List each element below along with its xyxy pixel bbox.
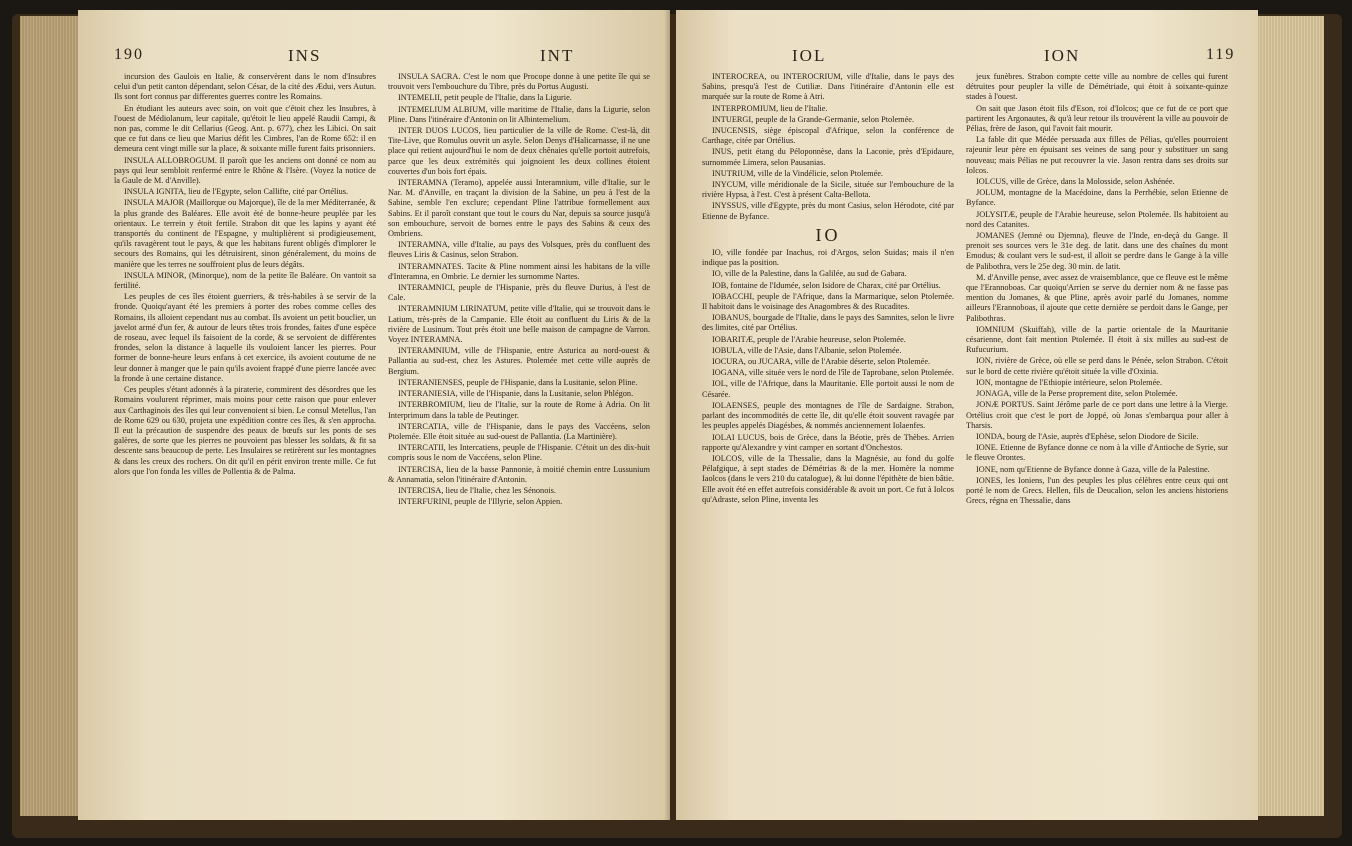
dictionary-entry: IOL, ville de l'Afrique, dans la Mauritanie. Elle portoit aussi le nom de Césarée. bbox=[702, 379, 954, 399]
dictionary-entry: INUS, petit étang du Péloponnèse, dans la Laconie, près d'Epidaure, surnommée Limera, selon Pausanias. bbox=[702, 147, 954, 167]
dictionary-entry: INTERCISA, lieu de la basse Pannonie, à moitié chemin entre Lussunium & Annamatia, selon l'itinéraire d'Antonin. bbox=[388, 464, 650, 484]
dictionary-entry: IOLAI LUCUS, bois de Grèce, dans la Béotie, près de Thèbes. Arrien rapporte qu'Alexandre y vint camper en sortant d'Onchestos. bbox=[702, 432, 954, 452]
dictionary-entry: JOMANES (Jemné ou Djemna), fleuve de l'Inde, en-deçà du Gange. Il prenoit ses sources vers le 31e deg. de latit. dans une des chaînes du mont Emodus; & coulant vers le sud-est, il alloit se perdre dans le Gange à la ville de Palibothra, vers le 25e deg. 30 min. de latit. bbox=[966, 231, 1228, 271]
dictionary-entry: INUTRIUM, ville de la Vindélicie, selon Ptolemée. bbox=[712, 168, 884, 178]
dictionary-entry: JOLUM, montagne de la Macédoine, dans la Perrhébie, selon Etienne de Byfance. bbox=[966, 188, 1228, 208]
dictionary-entry: IO, ville de la Palestine, dans la Galilée, au sud de Gabara. bbox=[712, 269, 907, 279]
dictionary-entry: INTEROCREA, ou INTEROCRIUM, ville d'Italie, dans le pays des Sabins, presqu'à l'est de Cutiliæ. Dans l'itinéraire d'Antonin elle est marquée sur la route de Rome à Atri. bbox=[702, 72, 954, 102]
dictionary-entry: INTEMELIUM ALBIUM, ville maritime de l'Italie, dans la Ligurie, selon Pline. Dans l'itinéraire d'Antonin on lit Albintemelium. bbox=[388, 104, 650, 124]
left-running-head-1: INS bbox=[288, 46, 322, 65]
dictionary-entry: IOBULA, ville de l'Asie, dans l'Albanie, selon Ptolemée. bbox=[712, 345, 902, 355]
dictionary-entry: INSULA ALLOBROGUM. Il paroît que les anciens ont donné ce nom au pays qui leur sembloit renfermé entre le Rhône & l'Isère. (Voyez la notice de la Gaule de M. d'Anville). bbox=[114, 155, 376, 186]
dictionary-entry: INSULA MAJOR (Maillorque ou Majorque), île de la mer Méditerranée, & la plus grande des Baléares. Elle avoit été de bonne-heure peuplée par les orientaux. Le terrein y étoit fertile. Strabon dit que les lapins y ayant été transportés du continent de l'Espagne, y multiplièrent si prodigieusement, qu'ils ravagèrent tout le pays, & que les habitans furent obligés d'implorer le secours des Romains, qui les détruisirent, sinon généralement, du moins de manière que les terres ne souffroient plus de leurs dégâts. bbox=[114, 198, 376, 269]
dictionary-entry: INTERAMNICI, peuple de l'Hispanie, près du fleuve Durius, à l'est de Cale. bbox=[388, 283, 650, 303]
dictionary-entry: INSULA SACRA. C'est le nom que Procope donne à une petite île qui se trouvoit vers l'embouchure du Tibre, près du Portus Augusti. bbox=[388, 72, 650, 92]
dictionary-entry: INTERAMNIUM LIRINATUM, petite ville d'Italie, qui se trouvoit dans le Latium, très-près de la Campanie. Elle étoit au confluent du Liris & de la rivière de Lusinum. Tout près étoit une belle maison de campagne de Varron. Voyez INTERAMNA. bbox=[388, 304, 650, 345]
dictionary-entry: IOBARITÆ, peuple de l'Arabie heureuse, selon Ptolemée. bbox=[712, 334, 906, 344]
dictionary-entry: INTUERGI, peuple de la Grande-Germanie, selon Ptolemée. bbox=[712, 114, 915, 124]
dictionary-entry: En étudiant les auteurs avec soin, on voit que c'étoit chez les Insubres, à l'ouest de Médiolanum, leur capitale, qu'étoit le lieu appelé Raudii Campi, & non pas, comme le dit Cellarius (Geog. Ant. p. 677), chez les Libici. On sait que ce fut dans ce lieu que Marius défit les Cimbres, l'an de Rome 652: il en demeura cent vingt mille sur la place, & soixante mille furent faits prisonniers. bbox=[114, 103, 376, 154]
dictionary-entry: INTERCATIA, ville de l'Hispanie, dans le pays des Vaccéens, selon Ptolemée. Elle étoit située au sud-ouest de Pallantia. (La Martinière). bbox=[388, 421, 650, 441]
dictionary-entry: INTERAMNATES. Tacite & Pline nomment ainsi les habitans de la ville d'Interamna, en Ombrie. Le dernier les surnomme Nartes. bbox=[388, 261, 650, 281]
dictionary-entry: jeux funèbres. Strabon compte cette ville au nombre de celles qui furent détruites pour peupler la ville de Démétriade, qui étoit à soixante-quinze stades à l'ouest. bbox=[966, 72, 1228, 102]
left-running-head-2: INT bbox=[540, 46, 575, 65]
dictionary-entry: ION, montagne de l'Ethiopie intérieure, selon Ptolemée. bbox=[976, 377, 1163, 387]
dictionary-entry: INTERPROMIUM, lieu de l'Italie. bbox=[712, 103, 828, 113]
dictionary-entry: INTERCATII, les Intercatiens, peuple de l'Hispanie. C'étoit un des dix-huit compris sous le nom de Vaccéens, selon Pline. bbox=[388, 443, 650, 463]
section-heading: IO bbox=[815, 224, 841, 245]
dictionary-entry: ION, rivière de Grèce, où elle se perd dans le Pénée, selon Strabon. C'étoit sur le bord de cette rivière qu'étoit située la ville d'Oxinia. bbox=[966, 356, 1228, 376]
left-column-2 bbox=[388, 72, 650, 508]
dictionary-entry: INTERAMNA, ville d'Italie, au pays des Volsques, près du confluent des fleuves Liris & Casinus, selon Strabon. bbox=[388, 240, 650, 260]
right-running-head-2: ION bbox=[1044, 46, 1081, 65]
dictionary-entry: INTERANIENSES, peuple de l'Hispanie, dans la Lusitanie, selon Pline. bbox=[398, 377, 638, 387]
right-page-number: 119 bbox=[1206, 46, 1236, 63]
dictionary-entry: INYSSUS, ville d'Egypte, près du mont Casius, selon Hérodote, cité par Etienne de Byfance. bbox=[702, 201, 954, 221]
dictionary-entry: IOBACCHI, peuple de l'Afrique, dans la Marmarique, selon Ptolemée. Il habitoit dans le voisinage des Anagombres & des Rucadites. bbox=[702, 291, 954, 312]
dictionary-entry: Ces peuples s'étant adonnés à la piraterie, commirent des désordres que les Romains voulurent réprimer, mais moins pour cette raison que pour enlever aux Carthaginois des îles qui leur convenoient si bien. Le consul Metellus, l'an de Rome 629 ou 630, projeta une expédition contre ces îles, & s'en approcha. Il eut la précaution de suspendre des peaux de bœufs sur les ponts de ses galères, de sorte que les pierres ne pouvoient pas blesser les soldats, & fit sa descente sans beaucoup de perte. Les Insulaires se retirèrent sur les montagnes & dans les creux des rochers. On dit qu'il en périt environ trente mille. Ce fut alors que l'on fonda les villes de Pollentia & de Palma. bbox=[114, 385, 376, 476]
left-page-edges bbox=[20, 16, 78, 816]
dictionary-entry: IONE. Etienne de Byfance donne ce nom à la ville d'Antioche de Syrie, sur le fleuve Orontes. bbox=[966, 443, 1228, 463]
dictionary-entry: IOCURA, ou JUCARA, ville de l'Arabie déserte, selon Ptolemée. bbox=[712, 357, 931, 367]
dictionary-entry: IOBANUS, bourgade de l'Italie, dans le pays des Samnites, selon le livre des limites, cité par Ortélius. bbox=[702, 313, 954, 333]
dictionary-entry: On sait que Jason étoit fils d'Eson, roi d'Iolcos; que ce fut de ce port que partirent les Argonautes, & qu'à leur retour ils trouvèrent la ville au pouvoir de Pélias, frère de Jason, qui l'avoit fait mourir. bbox=[966, 103, 1228, 134]
dictionary-entry: IOB, fontaine de l'Idumée, selon Isidore de Charax, cité par Ortélius. bbox=[712, 280, 941, 290]
dictionary-entry: INTERCISA, lieu de l'Italie, chez les Sénonois. bbox=[398, 485, 556, 495]
dictionary-entry: IOGANA, ville située vers le nord de l'île de Taprobane, selon Ptolemée. bbox=[712, 368, 954, 378]
dictionary-entry: IONE, nom qu'Etienne de Byfance donne à Gaza, ville de la Palestine. bbox=[976, 464, 1210, 474]
right-column-1 bbox=[702, 72, 954, 506]
dictionary-entry: IOLAENSES, peuple des montagnes de l'île de Sardaigne. Strabon, parlant des incommodités de cette île, dit qu'elle étoit souvent ravagée par les peuples appelés Diagésbes, & nommés anciennement Iolaenfes. bbox=[702, 400, 954, 431]
dictionary-entry: JOLYSITÆ, peuple de l'Arabie heureuse, selon Ptolemée. Ils habitoient au nord des Catanites. bbox=[966, 209, 1228, 229]
dictionary-entry: JONAGA, ville de la Perse proprement dite, selon Ptolemée. bbox=[976, 389, 1178, 399]
dictionary-entry: JONÆ PORTUS. Saint Jérôme parle de ce port dans une lettre à la Vierge. Ortélius croit que c'est le port de Joppé, où Jonas s'embarqua pour aller à Tharsis. bbox=[966, 400, 1228, 430]
right-column-2 bbox=[966, 72, 1228, 507]
dictionary-entry: Les peuples de ces îles étoient guerriers, & très-habiles à se servir de la fronde. Quoiqu'ayant été les premiers à porter des robes comme celles des Romains, ils alloient cependant nus au combat. Ils avoient un petit bouclier, un javelot armé d'un fer, & autour de leurs têtes trois frondes, faites d'une espèce de roseau, avec lequel ils faisoient de la corde, & se servoient de différentes frondes, selon la distance à laquelle ils vouloient lancer les pierres. Pour former de bonne-heure leurs enfans à cet exercice, ils avoient coutume de ne leur donner à manger que le pain qu'ils avoient frappé d'une pierre lancée avec la fronde à une certaine distance. bbox=[114, 292, 376, 383]
dictionary-entry: INTERFURINI, peuple de l'Illyrie, selon Appien. bbox=[398, 497, 563, 507]
dictionary-entry: La fable dit que Médée persuada aux filles de Pélias, qu'elles pourroient rajeunir leur père en épuisant ses veines de sang pour y substituer un sang nouveau; mais Pélias ne put recouvrer la vie. Jason rentra dans ses droits sur Iolcos. bbox=[966, 135, 1228, 175]
dictionary-entry: INSULA MINOR, (Minorque), nom de la petite île Baléare. On vantoit sa fertilité. bbox=[114, 270, 376, 291]
dictionary-entry: IO, ville fondée par Inachus, roi d'Argos, selon Suidas; mais il n'en indique pas la position. bbox=[702, 248, 954, 268]
left-column-1 bbox=[114, 72, 376, 478]
dictionary-entry: INSULA IGNITA, lieu de l'Egypte, selon Callifte, cité par Ortélius. bbox=[124, 187, 349, 197]
dictionary-entry: INTERBROMIUM, lieu de l'Italie, sur la route de Rome à Adria. On lit Interprimum dans la table de Peutinger. bbox=[388, 400, 650, 420]
dictionary-entry: IONES, les Ioniens, l'un des peuples les plus célèbres entre ceux qui ont porté le nom de Grecs. Hellen, fils de Deucalion, selon les anciens historiens Grecs, régna en Thessalie, dans bbox=[966, 475, 1228, 506]
left-page bbox=[78, 10, 670, 820]
dictionary-entry: IOLCOS, ville de la Thessalie, dans la Magnésie, au fond du golfe Pélafgique, à sept stades de Démétrias & de la mer. Homère la nomme Iaolcos (dans le vers 210 du catalogue), & lui donne l'épithète de bien bâtie. Elle avoit été en effet autrefois considérable & avoit un port. Ce fut à Iolcos qu'Adraste, selon Pline, inventa les bbox=[702, 453, 954, 504]
dictionary-entry: INTEMELII, petit peuple de l'Italie, dans la Ligurie. bbox=[398, 93, 572, 103]
dictionary-entry: INTERANIESIA, ville de l'Hispanie, dans la Lusitanie, selon Phlégon. bbox=[398, 389, 634, 399]
dictionary-entry: IOMNIUM (Skuiffah), ville de la partie orientale de la Mauritanie césarienne, dont fait mention Ptolemée. Il étoit à six milles au sud-est de Rufucurium. bbox=[966, 324, 1228, 355]
dictionary-entry: incursion des Gaulois en Italie, & conservèrent dans le nom d'Insubres celui d'un petit canton dépendant, selon César, de la cité des Ædui, vers Autun. Ils sont fort connus par differentes guerres contre les Romains. bbox=[114, 72, 376, 102]
dictionary-entry: INTER DUOS LUCOS, lieu particulier de la ville de Rome. C'est-là, dit Tite-Live, que Romulus ouvrit un asyle. Selon Denys d'Halicarnasse, il ne une place qui retient aujourd'hui le nom de deux chênaies qu'elle portoit autrefois, parce que les deux extrémités qui joignoient les deux collines étoient couvertes d'un bois fort épais. bbox=[388, 126, 650, 176]
dictionary-entry: IOLCUS, ville de Grèce, dans la Molosside, selon Ashénée. bbox=[976, 177, 1175, 187]
dictionary-entry: IONDA, bourg de l'Asie, auprès d'Ephèse, selon Diodore de Sicile. bbox=[976, 431, 1199, 441]
right-page-edges bbox=[1258, 16, 1324, 816]
right-running-head-1: IOL bbox=[792, 46, 827, 65]
dictionary-entry: INUCENSIS, siège épiscopal d'Afrique, selon la conférence de Carthage, citée par Ortélius. bbox=[702, 126, 954, 146]
right-page bbox=[676, 10, 1258, 820]
left-page-number: 190 bbox=[114, 46, 144, 63]
dictionary-entry: INTERAMNA (Teramo), appelée aussi Interamnium, ville d'Italie, sur le Nar. M. d'Anville, en traçant la division de la Sabine, un peu à l'est de la Sabine, semble l'en exclure; cependant Pline l'attribue formellement aux Sabins. Et il paroît constant que tout le cours du Nar, depuis sa source jusqu'à son embouchure, servoit de bornes entre le pays des Sabins & ceux des Ombriens. bbox=[388, 178, 650, 239]
dictionary-entry: INTERAMNIUM, ville de l'Hispanie, entre Asturica au nord-ouest & Pallantia au sud-est, chez les Astures. Ptolemée met cette ville auprès de Bergium. bbox=[388, 346, 650, 376]
dictionary-entry: M. d'Anville pense, avec assez de vraisemblance, que ce fleuve est le même que l'Erannoboas. Car quoiqu'Arrien se serve du dernier nom & ne fasse pas mention du Jomanes, & que Pline, après avoir parlé du Jomanes, nomme ailleurs l'Erannoboas, il ajoute que cette dernière se perdoit dans le Gange, per Palibothras. bbox=[966, 272, 1228, 323]
dictionary-entry: INYCUM, ville méridionale de la Sicile, située sur l'embouchure de la rivière Hypsa, à l'est. C'est à présent Calta-Bellota. bbox=[702, 180, 954, 200]
